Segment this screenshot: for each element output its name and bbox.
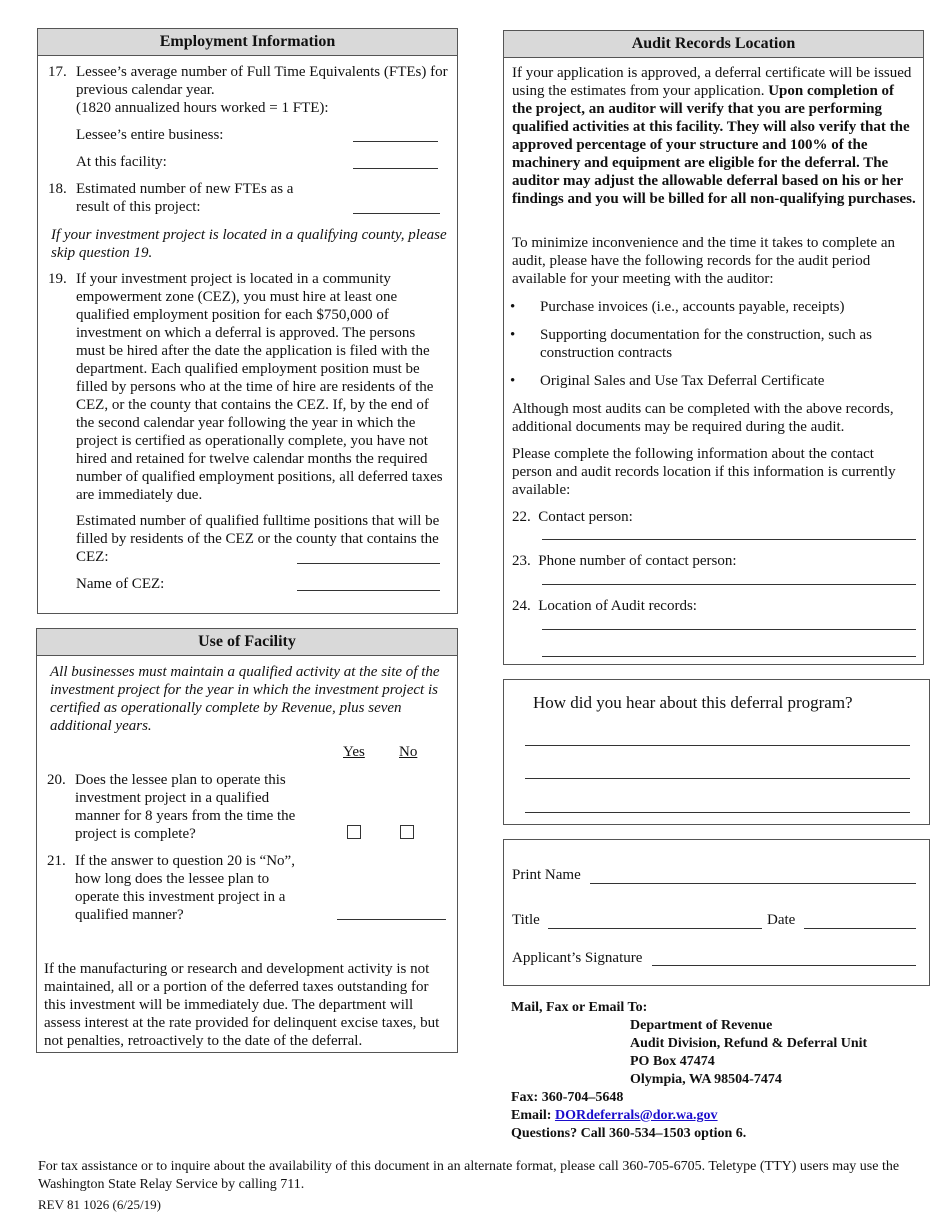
audit-location-field-1[interactable] — [542, 629, 916, 630]
audit-paragraph-1-bold: Upon completion of the project, an auditor will verify that you are performing qualified activities at this facility. They will also verify that the approved percentage of your structure and 100% of the machinery and equipment are eligible for the deferral. The auditor may adjust the allowable deferral based on his or her findings and you will be billed for all non-qualifying purchases. — [512, 83, 916, 207]
applicant-signature-label: Applicant’s Signature — [512, 950, 643, 966]
employment-information-header: Employment Information — [38, 29, 457, 56]
mail-address-line: Olympia, WA 98504-7474 — [630, 1072, 782, 1087]
bullet-icon: • — [510, 327, 516, 343]
use-of-facility-header: Use of Facility — [37, 629, 457, 656]
email-label: Email: — [511, 1108, 552, 1123]
audit-paragraph-2: To minimize inconvenience and the time it takes to complete an audit, please have the following records for the audit period available for your meeting with the auditor: — [512, 235, 895, 287]
new-ftes-field[interactable] — [353, 213, 440, 214]
audit-location-field-2[interactable] — [542, 656, 916, 657]
questions-phone: Questions? Call 360-534–1503 option 6. — [511, 1126, 747, 1141]
email-link[interactable]: DORdeferrals@dor.wa.gov — [554, 1108, 718, 1123]
question-18-text-2: result of this project: — [76, 199, 201, 215]
hear-answer-line-3[interactable] — [525, 812, 910, 813]
date-label: Date — [767, 912, 796, 928]
use-of-facility-section — [36, 628, 458, 1053]
question-number: 21. — [47, 853, 66, 869]
audit-records-location-label: Location of Audit records: — [538, 598, 697, 614]
contact-person-field[interactable] — [542, 539, 916, 540]
hear-about-question: How did you hear about this deferral program? — [533, 693, 853, 712]
at-facility-field[interactable] — [353, 168, 438, 169]
applicant-signature-field[interactable] — [652, 965, 916, 966]
bullet-icon: • — [510, 373, 516, 389]
cez-name-label: Name of CEZ: — [76, 576, 165, 592]
question-21 — [47, 852, 317, 924]
question-number: 17. — [48, 64, 67, 80]
mail-address-line: Audit Division, Refund & Deferral Unit — [630, 1036, 868, 1051]
cez-positions-field[interactable] — [297, 563, 440, 564]
cez-positions-label: Estimated number of qualified fulltime positions that will be filled by residents of the CEZ or the county that contains the CEZ: — [76, 513, 440, 565]
contact-person-label: Contact person: — [538, 509, 633, 525]
question-20 — [47, 771, 317, 843]
question-number: 18. — [48, 181, 67, 197]
mail-address-line: Department of Revenue — [630, 1018, 773, 1033]
hear-answer-line-2[interactable] — [525, 778, 910, 779]
entire-business-label: Lessee’s entire business: — [76, 127, 224, 143]
question-number: 19. — [48, 271, 67, 287]
bullet-text: Original Sales and Use Tax Deferral Certificate — [540, 373, 825, 389]
question-18 — [48, 180, 448, 216]
audit-records-section — [503, 30, 924, 665]
entire-business-field[interactable] — [353, 141, 438, 142]
question-24 — [512, 597, 697, 615]
audit-paragraph-1-plain: If your application is approved, a deferral certificate will be issued using the estimates from your application. — [512, 65, 912, 99]
mail-heading: Mail, Fax or Email To: — [511, 1000, 648, 1015]
employment-information-section — [37, 28, 458, 614]
question-19 — [48, 270, 448, 504]
question-20-yes-checkbox[interactable] — [347, 825, 361, 839]
question-18-text: Estimated number of new FTEs as a — [76, 181, 294, 197]
hear-answer-line-1[interactable] — [525, 745, 910, 746]
cez-name-field[interactable] — [297, 590, 440, 591]
audit-paragraph-3: Although most audits can be completed with the above records, additional documents may be required during the audit. — [512, 401, 894, 435]
email-line — [511, 1107, 718, 1125]
signature-section — [503, 839, 930, 986]
bullet-icon: • — [510, 299, 516, 315]
mail-address-line: PO Box 47474 — [630, 1054, 715, 1069]
no-column-label: No — [399, 744, 418, 760]
question-number: 20. — [47, 772, 66, 788]
question-17-note: (1820 annualized hours worked = 1 FTE): — [76, 100, 329, 116]
question-number: 24. — [512, 598, 531, 614]
question-19-text: If your investment project is located in a community empowerment zone (CEZ), you must hire at least one qualified employment position for each $750,000 of investment on which a deferral is approved. The persons must be hired after the date the application is filed with the department. Each qualified employment position must be filled by persons who at the time of hire are residents of the CEZ, or the county that contains the CEZ. If, by the end of the second calendar year following the year in which the project is certified as operationally complete, you have not hired and retained for twelve calendar months the required number of qualified employment positions, all deferred taxes are immediately due. — [76, 271, 443, 503]
use-closing: If the manufacturing or research and development activity is not maintained, all or a portion of the deferred taxes outstanding for this investment will be immediately due. The department will assess interest at the rate provided for delinquent excise taxes, but not penalties, retroactively to the date of the deferral. — [44, 961, 440, 1049]
print-name-field[interactable] — [590, 883, 916, 884]
fax-number: Fax: 360-704–5648 — [511, 1090, 624, 1105]
question-21-field[interactable] — [337, 919, 446, 920]
use-intro: All businesses must maintain a qualified activity at the site of the investment project for the year in which the investment project is certified as operationally complete by Revenue, plus seven additional years. — [50, 664, 440, 734]
title-field[interactable] — [548, 928, 762, 929]
audit-paragraph-1 — [512, 64, 917, 208]
question-22 — [512, 508, 633, 526]
contact-phone-label: Phone number of contact person: — [538, 553, 737, 569]
audit-paragraph-4: Please complete the following information about the contact person and audit records location if this information is currently available: — [512, 446, 896, 498]
question-number: 23. — [512, 553, 531, 569]
bullet-text: Supporting documentation for the construction, such as construction contracts — [540, 327, 873, 361]
bullet-text: Purchase invoices (i.e., accounts payable, receipts) — [540, 299, 845, 315]
audit-bullet-1 — [510, 298, 915, 316]
question-23 — [512, 552, 737, 570]
hear-about-program-section — [503, 679, 930, 825]
question-number: 22. — [512, 509, 531, 525]
footer-assistance: For tax assistance or to inquire about the availability of this document in an alternate format, please call 360-705-6705. Teletype (TTY) users may use the Washington State Relay Service by calling 711. — [38, 1159, 900, 1192]
skip-note: If your investment project is located in a qualifying county, please skip question 19. — [51, 227, 447, 261]
question-21-text: If the answer to question 20 is “No”, how long does the lessee plan to operate this investment project in a qualified manner? — [75, 853, 295, 923]
audit-records-header: Audit Records Location — [504, 31, 923, 58]
audit-bullet-3 — [510, 372, 915, 390]
title-label: Title — [512, 912, 540, 928]
print-name-label: Print Name — [512, 867, 581, 883]
date-field[interactable] — [804, 928, 916, 929]
yes-column-label: Yes — [343, 744, 365, 760]
at-facility-label: At this facility: — [76, 154, 167, 170]
question-17-text: Lessee’s average number of Full Time Equivalents (FTEs) for previous calendar year. — [76, 64, 448, 98]
audit-bullet-2 — [510, 326, 915, 362]
question-20-text: Does the lessee plan to operate this investment project in a qualified manner for 8 years from the time the project is complete? — [75, 772, 296, 842]
question-20-no-checkbox[interactable] — [400, 825, 414, 839]
question-17 — [48, 63, 448, 117]
contact-phone-field[interactable] — [542, 584, 916, 585]
form-id: REV 81 1026 (6/25/19) — [38, 1197, 161, 1212]
